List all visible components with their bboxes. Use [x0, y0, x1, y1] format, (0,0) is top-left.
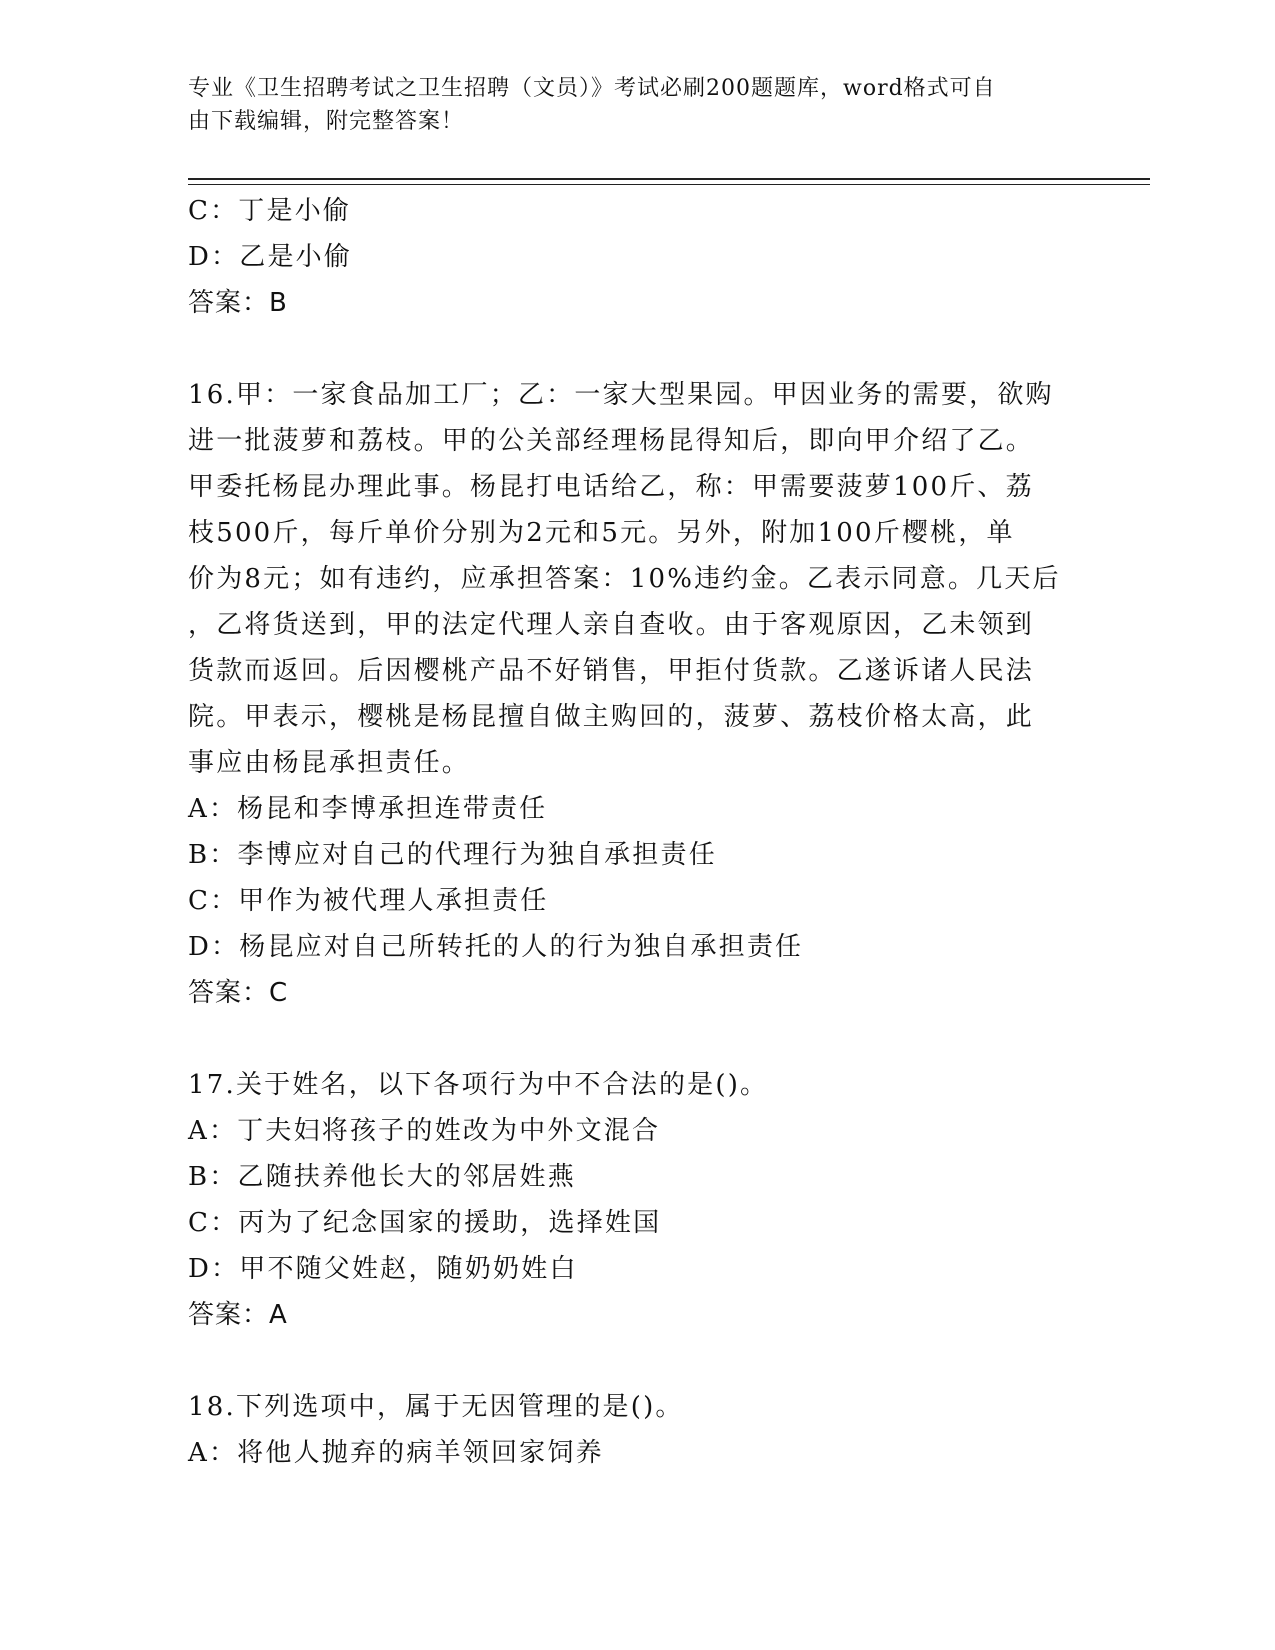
q16-option-a: A：杨昆和李博承担连带责任 — [188, 794, 548, 824]
header-title-line-1: 专业《卫生招聘考试之卫生招聘（文员）》考试必刷200题题库，word格式可自 — [188, 76, 996, 101]
q15-option-c: C：丁是小偷 — [188, 196, 352, 226]
q18-option-a: A：将他人抛弃的病羊领回家饲养 — [188, 1438, 604, 1468]
page-header — [188, 72, 1068, 138]
header-rule-thin — [188, 184, 1150, 185]
q16-stem-line: 进一批菠萝和荔枝。甲的公关部经理杨昆得知后，即向甲介绍了乙。 — [188, 426, 1035, 456]
q16-stem-line: 枝500斤，每斤单价分别为2元和5元。另外，附加100斤樱桃，单 — [188, 518, 1015, 548]
q15-answer: 答案：B — [188, 288, 288, 318]
header-rule-thick — [188, 178, 1150, 180]
q17-option-a: A：丁夫妇将孩子的姓改为中外文混合 — [188, 1116, 661, 1146]
q17-answer: 答案：A — [188, 1300, 288, 1330]
q15-option-d: D：乙是小偷 — [188, 242, 353, 272]
spacer — [188, 1338, 1088, 1384]
q16-option-b: B：李博应对自己的代理行为独自承担责任 — [188, 840, 717, 870]
q16-option-c: C：甲作为被代理人承担责任 — [188, 886, 549, 916]
q17-option-c: C：丙为了纪念国家的援助，选择姓国 — [188, 1208, 662, 1238]
q18-stem: 18.下列选项中，属于无因管理的是()。 — [188, 1392, 684, 1422]
q16-stem-line: 甲委托杨昆办理此事。杨昆打电话给乙，称：甲需要菠萝100斤、荔 — [188, 472, 1034, 502]
q16-stem-line: 16.甲：一家食品加工厂；乙：一家大型果园。甲因业务的需要，欲购 — [188, 380, 1054, 410]
spacer — [188, 1016, 1088, 1062]
q16-stem-line: 事应由杨昆承担责任。 — [188, 748, 471, 778]
header-title-line-2: 由下载编辑，附完整答案！ — [188, 109, 465, 134]
q17-option-d: D：甲不随父姓赵，随奶奶姓白 — [188, 1254, 578, 1284]
q16-stem-line: ，乙将货送到，甲的法定代理人亲自查收。由于客观原因，乙未领到 — [188, 610, 1035, 640]
q16-stem-line: 院。甲表示，樱桃是杨昆擅自做主购回的，菠萝、荔枝价格太高，此 — [188, 702, 1035, 732]
spacer — [188, 326, 1088, 372]
q16-answer: 答案：C — [188, 978, 289, 1008]
q16-stem-line: 货款而返回。后因樱桃产品不好销售，甲拒付货款。乙遂诉诸人民法 — [188, 656, 1035, 686]
q17-option-b: B：乙随扶养他长大的邻居姓燕 — [188, 1162, 576, 1192]
q16-option-d: D：杨昆应对自己所转托的人的行为独自承担责任 — [188, 932, 804, 962]
q16-stem-line: 价为8元；如有违约，应承担答案：10%违约金。乙表示同意。几天后 — [188, 564, 1061, 594]
q17-stem: 17.关于姓名，以下各项行为中不合法的是()。 — [188, 1070, 769, 1100]
question-content — [188, 188, 1088, 1476]
